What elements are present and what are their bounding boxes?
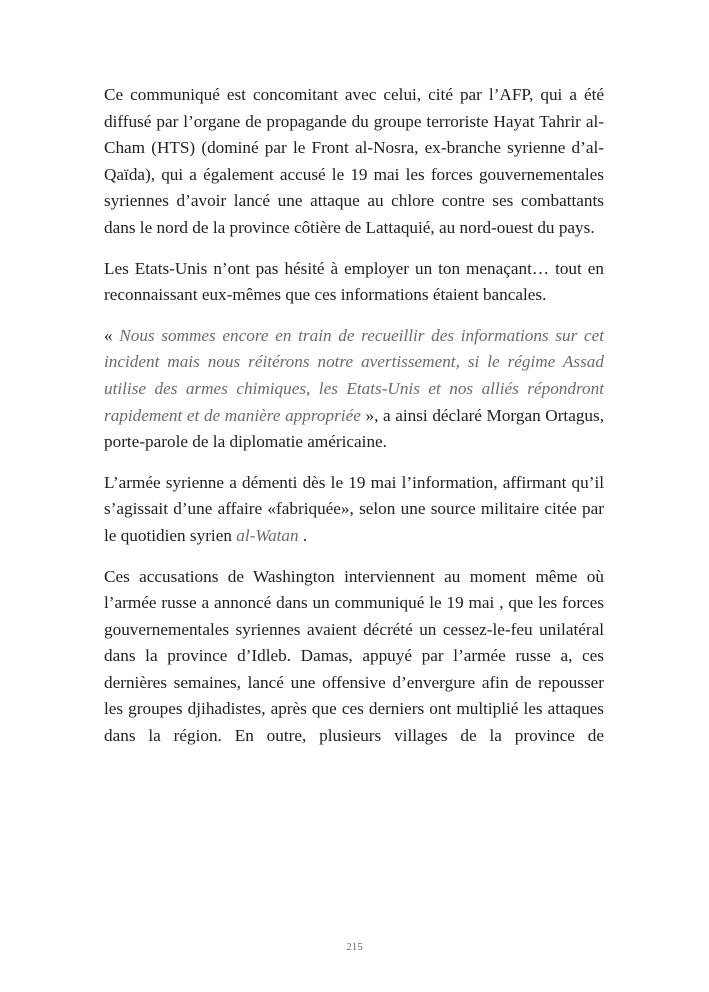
paragraph-ceasefire: Ces accusations de Washington interviennent au moment même où l’armée russe a annoncé dans un communiqué le 19 mai , que les forces gouvernementales syriennes avaient décrété un cessez-le-feu unilatéral dans la province d’Idleb. Damas, appuyé par l’armée russe a, ces dernières semaines, lancé une offensive d’envergure afin de repousser les groupes djihadistes, après que ces derniers ont multiplié les attaques dans la région. En outre, plusieurs villages de la province de bbox=[104, 566, 604, 746]
paragraph-ortagus-quote bbox=[104, 323, 604, 456]
page-body bbox=[104, 82, 604, 764]
denial-end: . bbox=[298, 525, 308, 545]
paragraph-syrian-denial bbox=[104, 470, 604, 550]
paragraph-us-reaction: Les Etats-Unis n’ont pas hésité à employer un ton menaçant… tout en reconnaissant eux-mêmes que ces informations étaient bancales. bbox=[104, 258, 604, 305]
newspaper-name: al-Watan bbox=[236, 525, 299, 545]
denial-text: L’armée syrienne a démenti dès le 19 mai l’information, affirmant qu’il s’agissait d’une affaire «fabriquée», selon une source militaire citée par le quotidien syrien bbox=[104, 472, 604, 545]
paragraph-afp-communique: Ce communiqué est concomitant avec celui, cité par l’AFP, qui a été diffusé par l’organe de propagande du groupe terroriste Hayat Tahrir al-Cham (HTS) (dominé par le Front al-Nosra, ex-branche syrienne d’al-Qaïda), qui a également accusé le 19 mai les forces gouvernementales syriennes d’avoir lancé une attaque au chlore contre ses combattants dans le nord de la province côtière de Lattaquié, au nord-ouest du pays. bbox=[104, 85, 604, 237]
quote-attribution: , a ainsi déclaré Morgan Ortagus, porte-parole de la diplomatie américaine. bbox=[104, 405, 604, 452]
open-guillemet: « bbox=[104, 325, 120, 345]
quote-text: Nous sommes encore en train de recueillir des informations sur cet incident mais nous réitérons notre avertissement, si le régime Assad utilise des armes chimiques, les Etats-Unis et nos alliés répondront rapidement et de manière appropriée bbox=[104, 325, 604, 425]
close-guillemet: » bbox=[360, 405, 375, 425]
page-number: 215 bbox=[346, 941, 363, 953]
